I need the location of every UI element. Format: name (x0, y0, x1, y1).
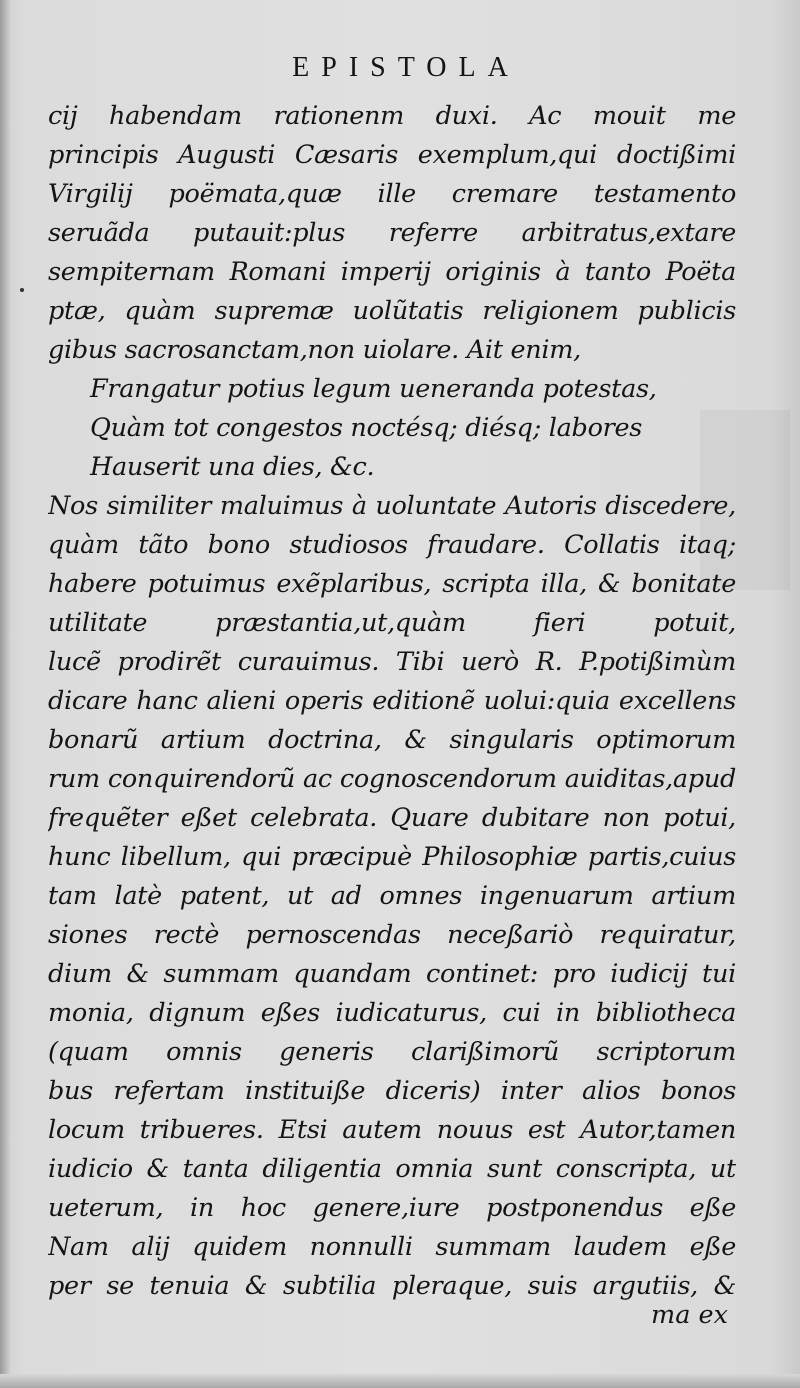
text-line: iudicio & tanta diligentia omnia sunt conscripta, ut (48, 1154, 736, 1184)
text-line: hunc libellum, qui præcipuè Philosophiæ partis,cuius (48, 842, 736, 872)
text-line: frequẽter eßet celebrata. Quare dubitare non potui, (48, 803, 736, 833)
text-line: gibus sacrosanctam,non uiolare. Ait enim, (48, 335, 581, 365)
text-line: monia, dignum eßes iudicaturus, cui in bibliotheca (48, 998, 736, 1028)
text-line: seruãda putauit:plus referre arbitratus,extare (48, 218, 736, 248)
text-line: locum tribueres. Etsi autem nouus est Autor,tamen (48, 1115, 736, 1145)
text-line: lucẽ prodirẽt curauimus. Tibi uerò R. P.potißimùm (48, 647, 736, 677)
verse-line: Frangatur potius legum ueneranda potestas, (90, 374, 657, 404)
running-head: EPISTOLA (292, 52, 520, 83)
text-line: Virgilij poëmata,quæ ille cremare testamento (48, 179, 736, 209)
body-text (48, 97, 736, 1306)
text-line: siones rectè pernoscendas neceßariò requiratur, (48, 920, 736, 950)
text-line: quàm tãto bono studiosos fraudare. Collatis itaq; (48, 530, 736, 560)
text-line: dium & summam quandam continet: pro iudicij tui (48, 959, 736, 989)
text-line: habere potuimus exẽplaribus, scripta illa, & bonitate (48, 569, 736, 599)
text-line: bus refertam instituiße diceris) inter alios bonos (48, 1076, 736, 1106)
text-line: rum conquirendorũ ac cognoscendorum auiditas,apud (48, 764, 736, 794)
page-bottom-edge (0, 1374, 800, 1388)
text-line: cij habendam rationenm duxi. Ac mouit me (48, 101, 736, 131)
page-gutter-shadow (0, 0, 10, 1388)
text-line: bonarũ artium doctrina, & singularis optimorum (48, 725, 736, 755)
text-line: per se tenuia & subtilia pleraque, suis argutiis, & (48, 1271, 736, 1301)
text-line: Nam alij quidem nonnulli summam laudem eße (48, 1232, 736, 1262)
text-line: ueterum, in hoc genere,iure postponendus eße (48, 1193, 736, 1223)
text-line: principis Augusti Cæsaris exemplum,qui doctißimi (48, 140, 736, 170)
text-line: (quam omnis generis clarißimorũ scriptorum (48, 1037, 736, 1067)
ink-speck (20, 288, 24, 292)
verse-line: Quàm tot congestos noctésq; diésq; labores (90, 413, 643, 443)
text-line: tam latè patent, ut ad omnes ingenuarum artium (48, 881, 736, 911)
catchword: ma ex (651, 1300, 728, 1330)
text-line: dicare hanc alieni operis editionẽ uolui:quia excellens (48, 686, 736, 716)
text-line: utilitate præstantia,ut,quàm fieri potuit, (48, 608, 736, 638)
text-line: ptæ, quàm supremæ uolũtatis religionem publicis (48, 296, 736, 326)
text-line: Nos similiter maluimus à uoluntate Autoris discedere, (48, 491, 736, 521)
verse-line: Hauserit una dies, &c. (90, 452, 375, 482)
text-line: sempiternam Romani imperij originis à tanto Poëta (48, 257, 736, 287)
